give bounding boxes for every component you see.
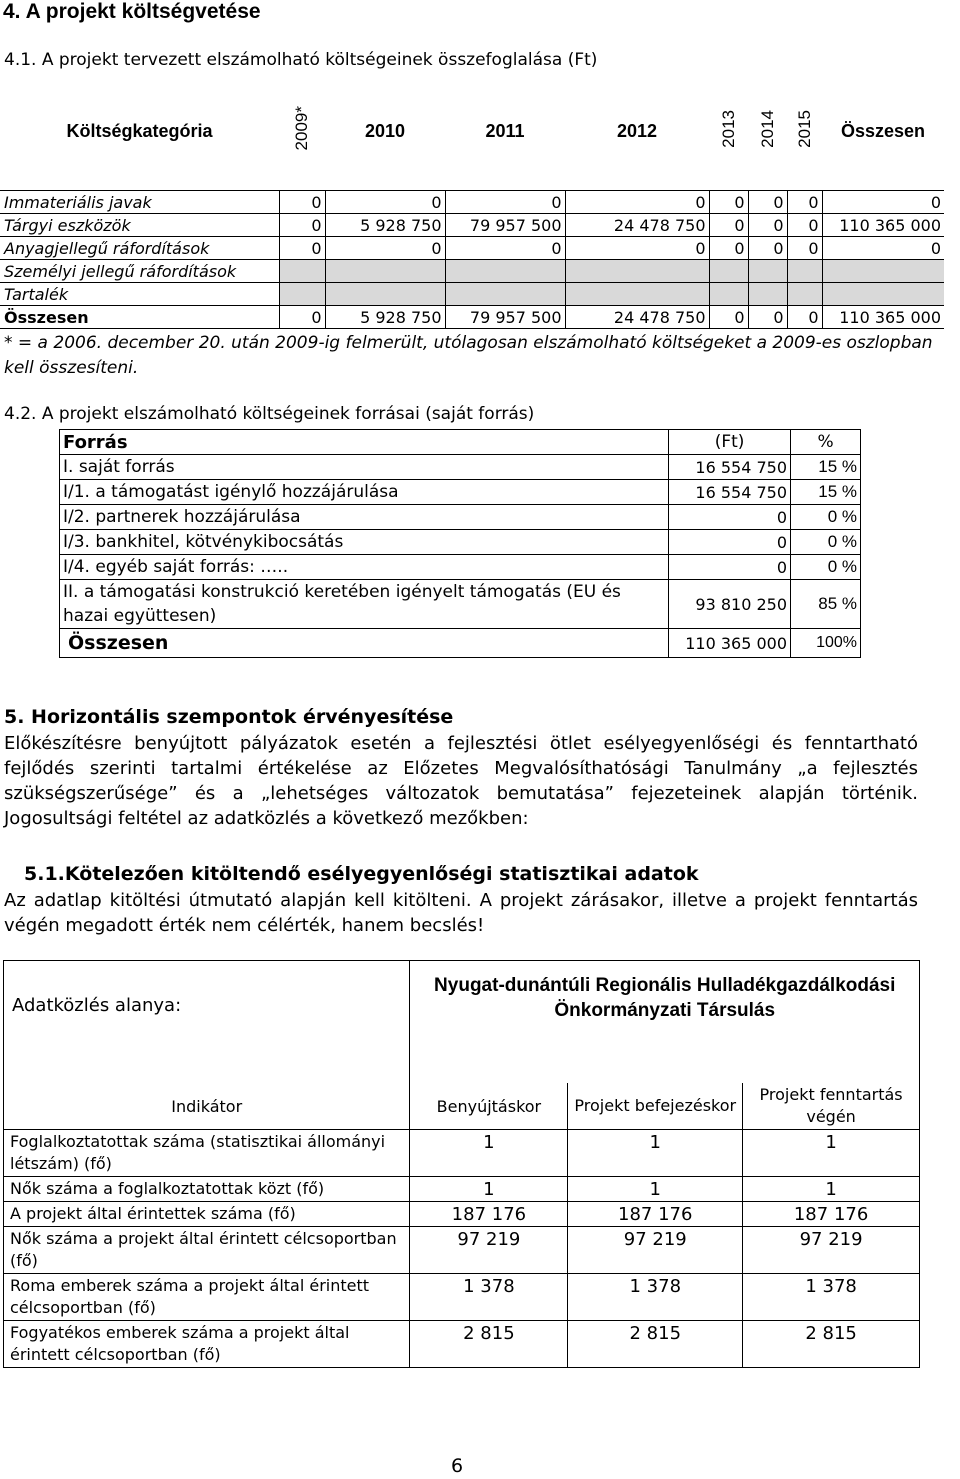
cost-summary-table <box>0 76 944 329</box>
header-ft: (Ft) <box>669 430 791 455</box>
column-header-row <box>4 1083 920 1130</box>
row-label: Anyagjellegű ráfordítások <box>0 237 279 260</box>
table-row: Tárgyi eszközök 0 5 928 750 79 957 500 24 478 750 0 0 0 110 365 000 <box>0 214 944 237</box>
section-5-title: 5. Horizontális szempontok érvényesítése <box>4 706 454 728</box>
subject-name: Nyugat-dunántúli Regionális Hulladékgazdálkodási Önkormányzati Társulás <box>410 961 920 1084</box>
funding-sources-table <box>59 429 861 658</box>
row-label: Személyi jellegű ráfordítások <box>0 260 279 283</box>
table-row <box>0 283 944 306</box>
table-row: I/3. bankhitel, kötvénykibocsátás 0 0 % <box>60 530 861 555</box>
table-row: Nők száma a foglalkoztatottak közt (fő) 1 1 1 <box>4 1177 920 1202</box>
header-sustainability-end: Projekt fenntartás végén <box>743 1083 920 1130</box>
header-2014: 2014 <box>757 109 777 148</box>
subsection-5-1-title: 5.1.Kötelezően kitöltendő esélyegyenlőségi statisztikai adatok <box>24 863 699 885</box>
page-number: 6 <box>451 1455 464 1477</box>
table-row: Foglalkoztatottak száma (statisztikai állományi létszám) (fő) 1 1 1 <box>4 1130 920 1177</box>
table-row-total: Összesen 110 365 000 100% <box>60 629 861 658</box>
header-2015: 2015 <box>794 109 814 148</box>
table-row: I. saját forrás 16 554 750 15 % <box>60 455 861 480</box>
subsection-4-1-title: 4.1. A projekt tervezett elszámolható költségeinek összefoglalása (Ft) <box>4 50 598 70</box>
header-indicator: Indikátor <box>4 1083 410 1130</box>
header-2010: 2010 <box>364 120 406 141</box>
section-5-paragraph: Előkészítésre benyújtott pályázatok esetén a fejlesztési ötlet esélyegyenlőségi és fenntartható fejlődés szerinti tartalmi értékelése az Előzetes Megvalósíthatósági Tanulmány „a fejlesztés szükségszerűsége” és a „lehetséges változatok bemutatása” fejezeteinek alapján történik. Jogosultsági feltétel az adatközlés a következő mezőkben: <box>4 733 918 829</box>
header-project-end: Projekt befejezéskor <box>568 1083 743 1130</box>
row-label: Tartalék <box>0 283 279 306</box>
header-2009: 2009* <box>292 106 311 151</box>
cost-table-header <box>0 76 944 186</box>
table-row: I/1. a támogatást igénylő hozzájárulása 16 554 750 15 % <box>60 480 861 505</box>
table-row: Anyagjellegű ráfordítások 0 0 0 0 0 0 0 0 <box>0 237 944 260</box>
table-row: I/2. partnerek hozzájárulása 0 0 % <box>60 505 861 530</box>
table-row <box>0 260 944 283</box>
section-4-title: 4. A projekt költségvetése <box>3 0 261 23</box>
row-label: Immateriális javak <box>0 191 279 214</box>
funding-header-row <box>60 430 861 455</box>
table-row: II. a támogatási konstrukció keretében igényelt támogatás (EU és hazai együttesen) 93 810 250 85 % <box>60 580 861 629</box>
header-source: Forrás <box>60 430 669 455</box>
row-label: Tárgyi eszközök <box>0 214 279 237</box>
subsection-4-2-title: 4.2. A projekt elszámolható költségeinek forrásai (saját forrás) <box>4 404 535 424</box>
header-2013: 2013 <box>718 109 738 148</box>
table-row: I/4. egyéb saját forrás: ….. 0 0 % <box>60 555 861 580</box>
table-row-total: Összesen 0 5 928 750 79 957 500 24 478 750 0 0 0 110 365 000 <box>0 306 944 329</box>
table-row: Nők száma a projekt által érintett célcsoportban (fő) 97 219 97 219 97 219 <box>4 1227 920 1274</box>
subsection-5-1-paragraph: Az adatlap kitöltési útmutató alapján kell kitölteni. A projekt zárásakor, illetve a projekt fenntartás végén megadott érték nem célérték, hanem becslés! <box>4 890 918 936</box>
table-row: Fogyatékos emberek száma a projekt által érintett célcsoportban (fő) 2 815 2 815 2 815 <box>4 1321 920 1368</box>
table-row: A projekt által érintettek száma (fő) 187 176 187 176 187 176 <box>4 1202 920 1227</box>
header-category: Költségkategória <box>66 120 213 141</box>
subject-label: Adatközlés alanya: <box>4 961 410 1084</box>
header-pct: % <box>791 430 861 455</box>
header-2011: 2011 <box>485 120 525 141</box>
subject-row <box>4 961 920 1084</box>
header-total: Összesen <box>840 120 926 141</box>
row-label: Összesen <box>0 306 279 329</box>
table-row: Immateriális javak 0 0 0 0 0 0 0 0 <box>0 191 944 214</box>
equal-opportunity-table <box>3 960 920 1368</box>
table-row: Roma emberek száma a projekt által érintett célcsoportban (fő) 1 378 1 378 1 378 <box>4 1274 920 1321</box>
footnote: * = a 2006. december 20. után 2009-ig felmerült, utólagosan elszámolható költségeket a 2009-es oszlopban kell összesíteni. <box>4 333 933 378</box>
header-2012: 2012 <box>616 120 658 141</box>
header-submission: Benyújtáskor <box>410 1083 568 1130</box>
